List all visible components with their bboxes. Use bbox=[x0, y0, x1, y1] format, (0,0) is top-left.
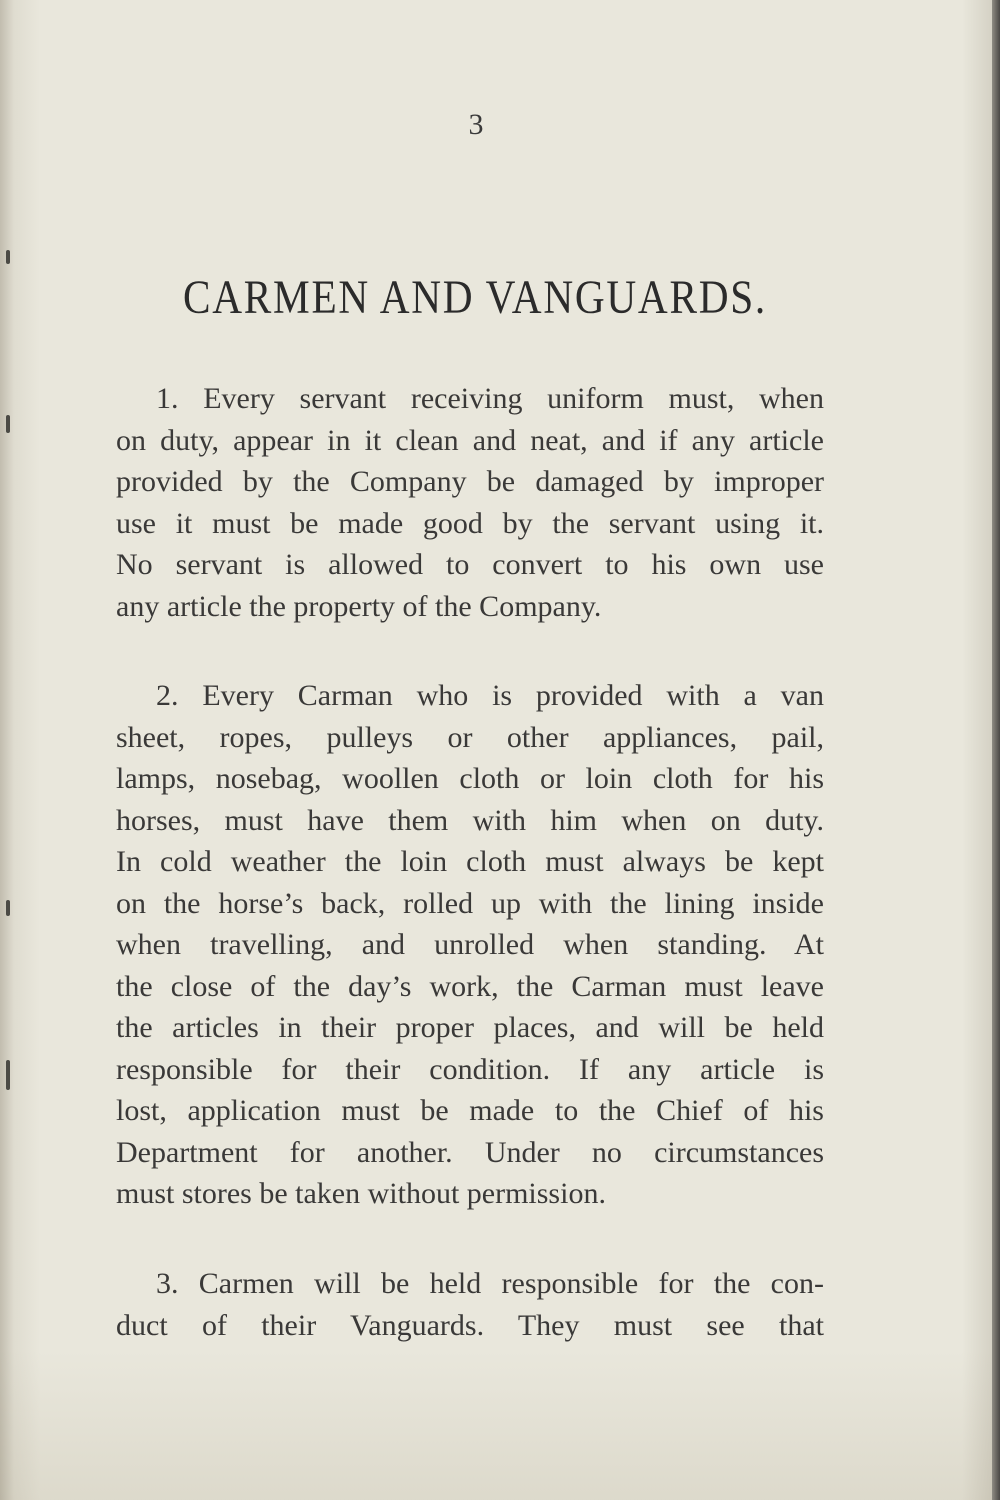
text-line: No servant is allowed to convert to his own use bbox=[116, 548, 824, 581]
text-line: sheet, ropes, pulleys or other appliances, pail, bbox=[116, 720, 824, 754]
page-edge bbox=[992, 0, 1000, 1500]
binding-mark bbox=[6, 900, 10, 916]
text-line: when travelling, and unrolled when standing. At bbox=[116, 928, 824, 961]
text-line: the articles in their proper places, and will be held bbox=[116, 1011, 824, 1044]
text-line: provided by the Company be damaged by improper bbox=[116, 465, 824, 498]
text-line: the close of the day’s work, the Carman must leave bbox=[116, 969, 824, 1003]
text-line: 3. Carmen will be held responsible for the con- bbox=[156, 1267, 824, 1300]
text-line: 1. Every servant receiving uniform must, when bbox=[156, 382, 824, 415]
text-line: Department for another. Under no circumstances bbox=[116, 1135, 824, 1169]
page-heading: CARMEN AND VANGUARDS. bbox=[183, 271, 767, 324]
text-line: In cold weather the loin cloth must always be kept bbox=[116, 845, 824, 878]
binding-mark bbox=[6, 1060, 10, 1090]
text-line: use it must be made good by the servant using it. bbox=[116, 506, 824, 540]
paragraph-2 bbox=[116, 675, 824, 1215]
text-line: lost, application must be made to the Chief of his bbox=[116, 1094, 824, 1127]
paragraph-1 bbox=[116, 378, 824, 627]
paragraph-3 bbox=[116, 1263, 824, 1346]
text-line: responsible for their condition. If any article is bbox=[116, 1052, 824, 1086]
page-number: 3 bbox=[468, 108, 484, 141]
text-line: duct of their Vanguards. They must see that bbox=[116, 1308, 824, 1342]
binding-mark bbox=[6, 415, 10, 433]
binding-mark bbox=[6, 250, 10, 264]
text-line: any article the property of the Company. bbox=[116, 589, 602, 623]
text-line: horses, must have them with him when on duty. bbox=[116, 803, 824, 837]
text-line: must stores be taken without permission. bbox=[116, 1177, 606, 1210]
text-line: 2. Every Carman who is provided with a van bbox=[156, 679, 824, 712]
text-line: on the horse’s back, rolled up with the lining inside bbox=[116, 886, 824, 920]
text-line: lamps, nosebag, woollen cloth or loin cloth for his bbox=[116, 762, 824, 795]
text-line: on duty, appear in it clean and neat, and if any article bbox=[116, 423, 824, 457]
